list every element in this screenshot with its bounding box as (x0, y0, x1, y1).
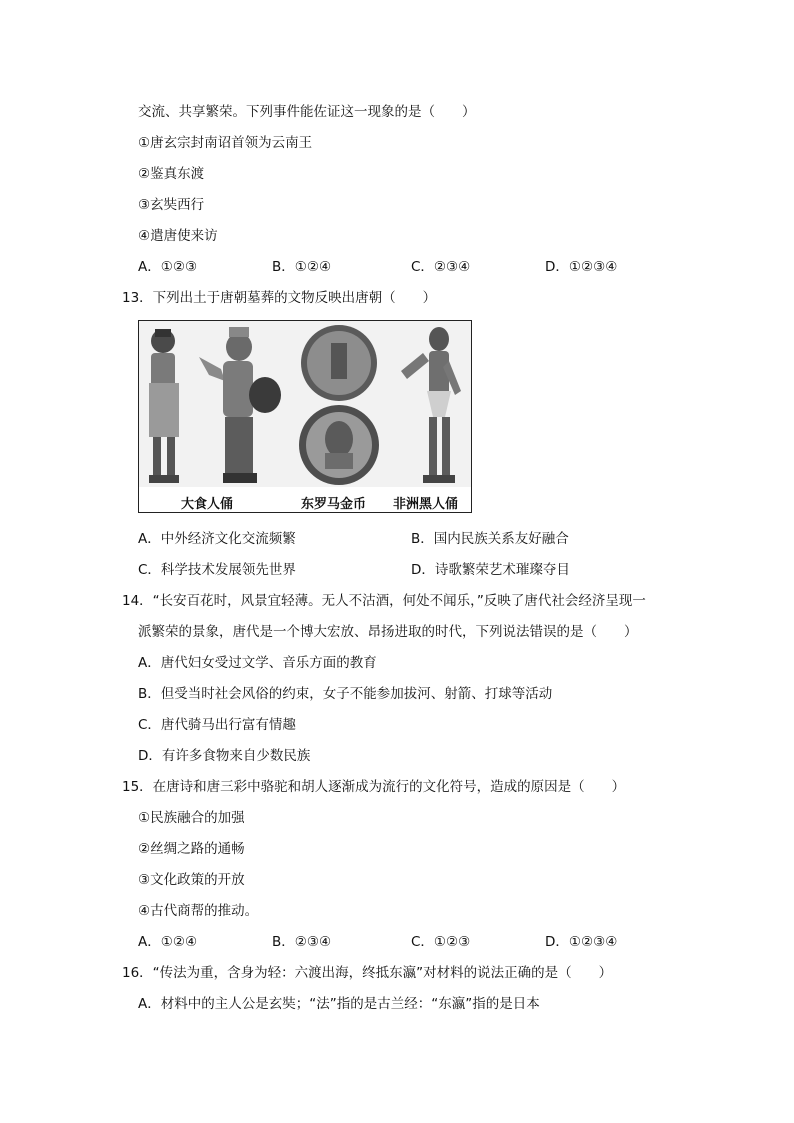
arab-figurine-1 (149, 329, 179, 483)
q15-option-b[interactable]: B．②③④ (272, 934, 332, 950)
q15-option-c[interactable]: C．①②③ (411, 934, 471, 950)
q14-option-d[interactable]: D．有许多食物来自少数民族 (138, 748, 311, 764)
arab-figurine-2 (199, 327, 281, 483)
question-12-continuation: 交流、共享繁荣。下列事件能佐证这一现象的是（ ） (138, 104, 476, 120)
q15-option-d[interactable]: D．①②③④ (545, 934, 618, 950)
caption-african-figurine: 非洲黑人俑 (393, 497, 459, 512)
question-14-stem-line1: 14．“长安百花时，风景宜轻薄。无人不沽酒，何处不闻乐，”反映了唐代社会经济呈现一 (122, 593, 646, 609)
byzantine-gold-coins (299, 325, 379, 485)
q15-item-3: ③文化政策的开放 (138, 872, 245, 888)
q15-item-1: ①民族融合的加强 (138, 810, 245, 826)
q12-option-a[interactable]: A．①②③ (138, 259, 198, 275)
q13-option-d[interactable]: D．诗歌繁荣艺术璀璨夺目 (411, 562, 570, 578)
caption-byzantine-coin: 东罗马金币 (301, 497, 367, 512)
tang-artifacts-figure (138, 320, 472, 513)
caption-arab-figurine: 大食人俑 (181, 497, 234, 512)
q15-item-4: ④古代商帮的推动。 (138, 903, 259, 919)
question-14-stem-line2: 派繁荣的景象，唐代是一个博大宏放、昂扬进取的时代，下列说法错误的是（ ） (138, 624, 638, 640)
q14-option-a[interactable]: A．唐代妇女受过文学、音乐方面的教育 (138, 655, 377, 671)
q12-item-1: ①唐玄宗封南诏首领为云南王 (138, 135, 313, 151)
question-15-stem: 15．在唐诗和唐三彩中骆驼和胡人逐渐成为流行的文化符号，造成的原因是（ ） (122, 779, 626, 795)
question-13-stem: 13．下列出土于唐朝墓葬的文物反映出唐朝（ ） (122, 290, 437, 306)
q15-item-2: ②丝绸之路的通畅 (138, 841, 245, 857)
q13-option-c[interactable]: C．科学技术发展领先世界 (138, 562, 296, 578)
q15-option-a[interactable]: A．①②④ (138, 934, 198, 950)
q12-option-b[interactable]: B．①②④ (272, 259, 332, 275)
q12-item-4: ④遣唐使来访 (138, 228, 218, 244)
q12-item-3: ③玄奘西行 (138, 197, 205, 213)
q14-option-c[interactable]: C．唐代骑马出行富有情趣 (138, 717, 296, 733)
q13-option-b[interactable]: B．国内民族关系友好融合 (411, 531, 569, 547)
african-figurine (401, 327, 461, 483)
q13-option-a[interactable]: A．中外经济文化交流频繁 (138, 531, 296, 547)
q12-item-2: ②鉴真东渡 (138, 166, 205, 182)
q12-option-c[interactable]: C．②③④ (411, 259, 471, 275)
question-16-stem: 16．“传法为重，含身为轻：六渡出海，终抵东瀛”对材料的说法正确的是（ ） (122, 965, 613, 981)
artifacts-illustration (139, 321, 472, 513)
q14-option-b[interactable]: B．但受当时社会风俗的约束，女子不能参加拔河、射箭、打球等活动 (138, 686, 553, 702)
q16-option-a[interactable]: A．材料中的主人公是玄奘；“法”指的是古兰经：“东瀛”指的是日本 (138, 996, 540, 1012)
q12-option-d[interactable]: D．①②③④ (545, 259, 618, 275)
